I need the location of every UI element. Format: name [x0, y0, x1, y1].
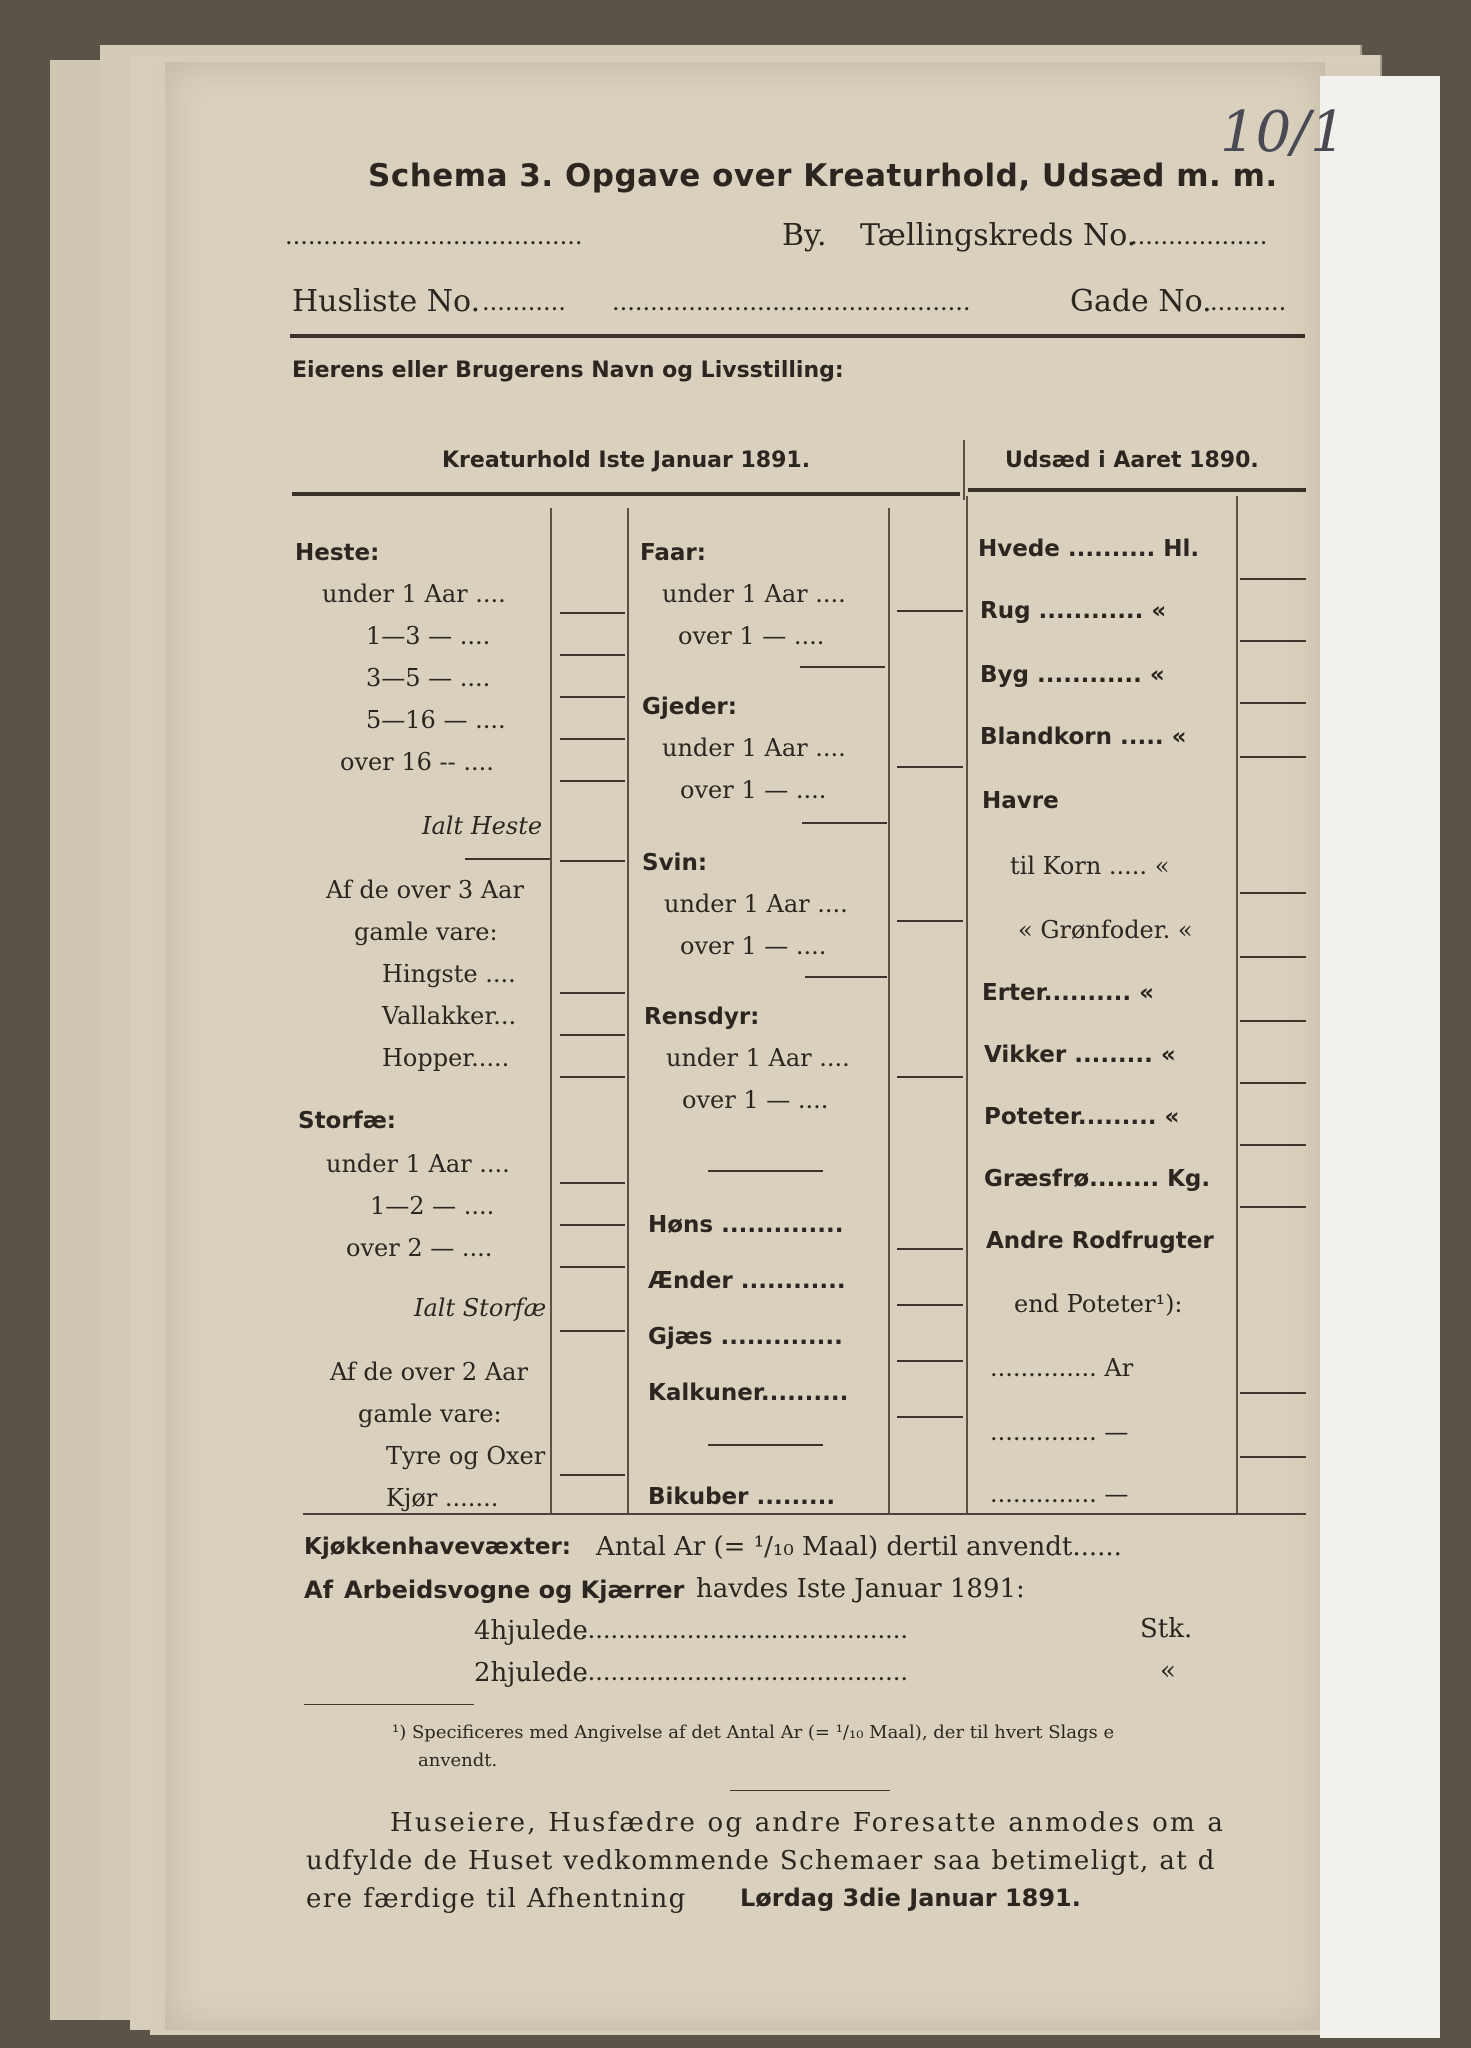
gade-label: Gade No.: [1070, 284, 1212, 319]
andre-rodfrugter: Andre Rodfrugter: [986, 1228, 1214, 1254]
answer-line: [560, 738, 625, 740]
heste-row: 3—5 — ....: [366, 664, 491, 692]
col2-rule: [888, 508, 890, 1513]
footnote-line: ¹) Specificeres med Angivelse af det Antal Ar (= ¹/₁₀ Maal), der til hvert Slags e: [392, 1722, 1115, 1743]
answer-line: [560, 1474, 625, 1476]
answer-line: [1240, 756, 1306, 758]
gamle-vare: gamle vare:: [354, 918, 498, 946]
af-over-2-aar: Af de over 2 Aar: [330, 1358, 528, 1386]
answer-line: [560, 696, 625, 698]
kjokken-text: Antal Ar (= ¹/₁₀ Maal) dertil anvendt......: [596, 1532, 1122, 1562]
header-divider: [963, 440, 965, 500]
vogne-label: 4hjulede: [474, 1616, 588, 1646]
answer-line: [560, 654, 625, 656]
answer-line: [897, 1416, 963, 1418]
handwritten-number: 10/1: [1220, 100, 1346, 165]
blank-row: .............. —: [990, 1480, 1129, 1508]
poteter-row: Poteter......... «: [984, 1104, 1180, 1130]
gade-dots: ..........: [1210, 288, 1287, 316]
vogne-label: 2hjulede: [474, 1658, 588, 1688]
white-paper-strip: [1320, 76, 1440, 2038]
blank-row: .............. —: [990, 1418, 1129, 1446]
vogne-dots: ...........................................: [580, 1616, 909, 1644]
storfae-heading: Storfæ:: [298, 1108, 397, 1134]
blandkorn-row: Blandkorn ..... «: [980, 724, 1187, 750]
bird-row: Ænder ............: [648, 1268, 846, 1294]
answer-line: [1240, 640, 1306, 642]
answer-line: [560, 1224, 625, 1226]
gronfoder-row: « Grønfoder. «: [1018, 916, 1193, 944]
faar-heading: Faar:: [640, 540, 706, 566]
rule: [290, 334, 1305, 338]
heste-sub-row: Hingste ....: [382, 960, 516, 988]
col2-rule: [966, 496, 968, 1513]
notice-line: udfylde de Huset vedkommende Schemaer saa betimeligt, at d: [306, 1846, 1216, 1876]
blank-row: .............. Ar: [990, 1354, 1134, 1382]
byg-row: Byg ............ «: [980, 662, 1165, 688]
heste-row: under 1 Aar ....: [322, 580, 506, 608]
bird-row: Gjæs ..............: [648, 1324, 843, 1350]
graesfro-row: Græsfrø........ Kg.: [984, 1166, 1211, 1192]
by-label: By.: [782, 218, 827, 253]
rule: [292, 492, 960, 496]
answer-line: [1240, 702, 1306, 704]
underline: [802, 822, 887, 824]
ialt-heste: Ialt Heste: [422, 812, 543, 840]
af-over-3-aar: Af de over 3 Aar: [326, 876, 524, 904]
col3-rule: [1236, 496, 1238, 1513]
owner-label: Eierens eller Brugerens Navn og Livsstilling:: [292, 358, 844, 383]
answer-line: [1240, 1206, 1306, 1208]
heste-heading: Heste:: [295, 540, 380, 566]
rule: [968, 488, 1306, 492]
svin-heading: Svin:: [642, 850, 708, 876]
rensdyr-heading: Rensdyr:: [644, 1004, 760, 1030]
kjokken-label: Kjøkkenhavevæxter:: [304, 1534, 572, 1560]
gjeder-heading: Gjeder:: [642, 694, 737, 720]
husliste-label: Husliste No.: [292, 284, 481, 319]
answer-line: [897, 1076, 963, 1078]
underline: [465, 858, 550, 860]
footnote-rule: [304, 1704, 474, 1705]
heste-row: 1—3 — ....: [366, 622, 491, 650]
gamle-vare-2: gamle vare:: [358, 1400, 502, 1428]
answer-line: [897, 920, 963, 922]
answer-line: [560, 1330, 625, 1332]
left-header: Kreaturhold Iste Januar 1891.: [442, 448, 811, 473]
answer-line: [1240, 892, 1306, 894]
heste-row: 5—16 — ....: [366, 706, 506, 734]
vikker-row: Vikker ......... «: [984, 1042, 1176, 1068]
arbeid-label: Arbeidsvogne og Kjærrer: [344, 1576, 685, 1604]
bird-row: Kalkuner..........: [648, 1380, 849, 1406]
heste-sub-row: Vallakker...: [382, 1002, 517, 1030]
answer-line: [1240, 1082, 1306, 1084]
vogne-unit: «: [1160, 1656, 1176, 1686]
answer-line: [560, 992, 625, 994]
right-header: Udsæd i Aaret 1890.: [1005, 448, 1259, 473]
erter-row: Erter.......... «: [982, 980, 1154, 1006]
storfae-row: under 1 Aar ....: [326, 1150, 510, 1178]
answer-line: [897, 1304, 963, 1306]
arbeid-prefix: Af: [304, 1576, 334, 1604]
answer-line: [897, 1248, 963, 1250]
notice-rule: [730, 1790, 890, 1791]
kreds-dots: ..................: [1130, 222, 1268, 250]
ialt-storfae: Ialt Storfæ: [414, 1294, 547, 1322]
gjeder-row: over 1 — ....: [680, 776, 827, 804]
faar-row: over 1 — ....: [678, 622, 825, 650]
vogne-unit: Stk.: [1140, 1614, 1193, 1644]
answer-line: [897, 610, 963, 612]
storfae-row: over 2 — ....: [346, 1234, 493, 1262]
underline: [805, 976, 887, 978]
form-title: Schema 3. Opgave over Kreaturhold, Udsæd m. m.: [368, 158, 1278, 194]
notice-date: Lørdag 3die Januar 1891.: [740, 1884, 1081, 1912]
answer-line: [897, 766, 963, 768]
answer-line: [560, 1034, 625, 1036]
separator: [708, 1444, 823, 1446]
footnote-line: anvendt.: [418, 1750, 498, 1771]
svin-row: over 1 — ....: [680, 932, 827, 960]
storfae-sub-row: Kjør .......: [386, 1484, 499, 1512]
answer-line: [897, 1360, 963, 1362]
rensdyr-row: under 1 Aar ....: [666, 1044, 850, 1072]
answer-line: [1240, 1020, 1306, 1022]
end-poteter: end Poteter¹):: [1014, 1290, 1183, 1318]
havre-row: Havre: [982, 788, 1059, 814]
heste-row: over 16 -- ....: [340, 748, 494, 776]
bird-row: Høns ..............: [648, 1212, 844, 1238]
answer-line: [560, 780, 625, 782]
answer-line: [1240, 1392, 1306, 1394]
col1-rule: [550, 508, 552, 1513]
svin-row: under 1 Aar ....: [664, 890, 848, 918]
arbeid-text: havdes Iste Januar 1891:: [696, 1574, 1025, 1604]
heste-sub-row: Hopper.....: [382, 1044, 510, 1072]
answer-line: [1240, 956, 1306, 958]
mid-dots: ...............................................: [612, 288, 971, 316]
husliste-dots: ...........: [482, 288, 566, 316]
answer-line: [1240, 578, 1306, 580]
storfae-sub-row: Tyre og Oxer: [386, 1442, 546, 1470]
answer-line: [560, 1182, 625, 1184]
rule: [303, 1513, 1306, 1515]
col1-rule: [627, 508, 629, 1513]
underline: [800, 666, 885, 668]
storfae-row: 1—2 — ....: [370, 1192, 495, 1220]
answer-line: [560, 612, 625, 614]
til-korn-row: til Korn ..... «: [1010, 852, 1170, 880]
separator: [708, 1170, 823, 1172]
hvede-row: Hvede .......... Hl.: [978, 536, 1200, 562]
answer-line: [1240, 1456, 1306, 1458]
bikuber-row: Bikuber .........: [648, 1484, 836, 1510]
rug-row: Rug ............ «: [980, 598, 1167, 624]
gjeder-row: under 1 Aar ....: [662, 734, 846, 762]
answer-line: [560, 1076, 625, 1078]
faar-row: under 1 Aar ....: [662, 580, 846, 608]
answer-line: [560, 860, 625, 862]
kreds-label: Tællingskreds No.: [860, 218, 1137, 253]
answer-line: [560, 1266, 625, 1268]
answer-line: [1240, 1144, 1306, 1146]
rensdyr-row: over 1 — ....: [682, 1086, 829, 1114]
notice-line: ere færdige til Afhentning: [306, 1884, 687, 1914]
notice-line: Huseiere, Husfædre og andre Foresatte anmodes om a: [390, 1808, 1226, 1838]
vogne-dots: ...........................................: [580, 1658, 909, 1686]
by-dots: .......................................: [285, 222, 583, 250]
